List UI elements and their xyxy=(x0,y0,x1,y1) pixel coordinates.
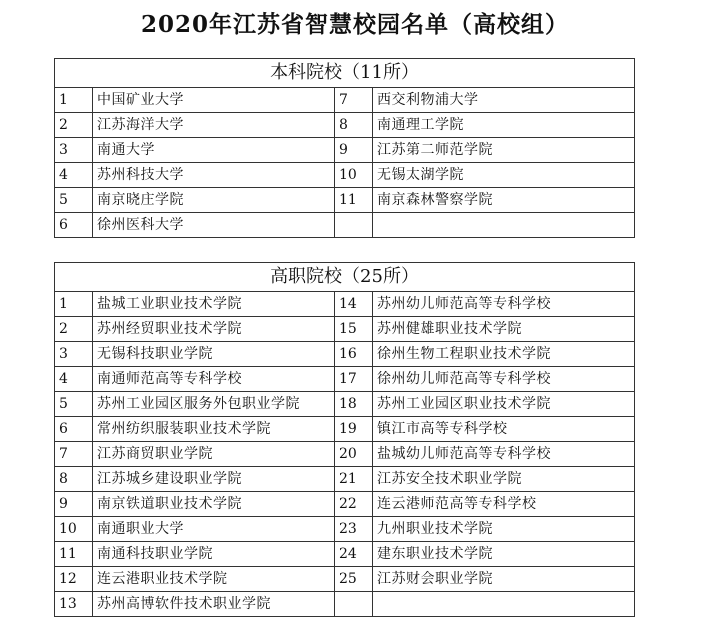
table-row xyxy=(55,567,635,592)
vocational-rows xyxy=(55,292,635,617)
row-number: 11 xyxy=(55,542,93,567)
school-name: 江苏海洋大学 xyxy=(93,113,335,138)
school-name: 中国矿业大学 xyxy=(93,88,335,113)
school-name: 盐城幼儿师范高等专科学校 xyxy=(373,442,635,467)
vocational-header: 高职院校（25所） xyxy=(55,263,635,292)
table-row xyxy=(55,442,635,467)
school-name: 南京森林警察学院 xyxy=(373,188,635,213)
school-name xyxy=(373,213,635,238)
row-number: 20 xyxy=(335,442,373,467)
row-number: 5 xyxy=(55,392,93,417)
school-name xyxy=(373,592,635,617)
row-number: 10 xyxy=(335,163,373,188)
row-number: 8 xyxy=(55,467,93,492)
school-name: 苏州科技大学 xyxy=(93,163,335,188)
row-number: 11 xyxy=(335,188,373,213)
school-name: 南通科技职业学院 xyxy=(93,542,335,567)
school-name: 南通理工学院 xyxy=(373,113,635,138)
undergrad-header: 本科院校（11所） xyxy=(55,59,635,88)
table-row xyxy=(55,88,635,113)
school-name: 连云港职业技术学院 xyxy=(93,567,335,592)
school-name: 江苏商贸职业学院 xyxy=(93,442,335,467)
row-number: 4 xyxy=(55,163,93,188)
school-name: 苏州经贸职业技术学院 xyxy=(93,317,335,342)
school-name: 江苏安全技术职业学院 xyxy=(373,467,635,492)
school-name: 苏州幼儿师范高等专科学校 xyxy=(373,292,635,317)
school-name: 苏州工业园区职业技术学院 xyxy=(373,392,635,417)
row-number: 3 xyxy=(55,342,93,367)
table-row xyxy=(55,542,635,567)
school-name: 无锡科技职业学院 xyxy=(93,342,335,367)
table-row xyxy=(55,492,635,517)
school-name: 江苏第二师范学院 xyxy=(373,138,635,163)
school-name: 江苏财会职业学院 xyxy=(373,567,635,592)
table-row xyxy=(55,592,635,617)
school-name: 南通职业大学 xyxy=(93,517,335,542)
school-name: 盐城工业职业技术学院 xyxy=(93,292,335,317)
school-name: 南京铁道职业技术学院 xyxy=(93,492,335,517)
table-row xyxy=(55,342,635,367)
school-name: 苏州健雄职业技术学院 xyxy=(373,317,635,342)
school-name: 徐州幼儿师范高等专科学校 xyxy=(373,367,635,392)
row-number: 21 xyxy=(335,467,373,492)
row-number: 24 xyxy=(335,542,373,567)
undergrad-table xyxy=(54,58,635,238)
school-name: 徐州生物工程职业技术学院 xyxy=(373,342,635,367)
row-number: 16 xyxy=(335,342,373,367)
table-row xyxy=(55,213,635,238)
school-name: 徐州医科大学 xyxy=(93,213,335,238)
row-number: 9 xyxy=(335,138,373,163)
row-number: 23 xyxy=(335,517,373,542)
row-number: 12 xyxy=(55,567,93,592)
school-name: 苏州高博软件技术职业学院 xyxy=(93,592,335,617)
table-row xyxy=(55,138,635,163)
row-number: 8 xyxy=(335,113,373,138)
row-number: 7 xyxy=(335,88,373,113)
school-name: 南京晓庄学院 xyxy=(93,188,335,213)
row-number xyxy=(335,213,373,238)
table-row xyxy=(55,292,635,317)
row-number: 1 xyxy=(55,292,93,317)
row-number: 10 xyxy=(55,517,93,542)
row-number: 2 xyxy=(55,317,93,342)
school-name: 建东职业技术学院 xyxy=(373,542,635,567)
row-number: 13 xyxy=(55,592,93,617)
table-row xyxy=(55,367,635,392)
undergrad-rows xyxy=(55,88,635,238)
row-number: 19 xyxy=(335,417,373,442)
row-number: 3 xyxy=(55,138,93,163)
page-title: 2020年江苏省智慧校园名单（高校组） xyxy=(140,11,569,38)
row-number: 9 xyxy=(55,492,93,517)
row-number: 18 xyxy=(335,392,373,417)
table-row xyxy=(55,467,635,492)
school-name: 九州职业技术学院 xyxy=(373,517,635,542)
vocational-table xyxy=(54,262,635,617)
school-name: 西交利物浦大学 xyxy=(373,88,635,113)
table-row xyxy=(55,163,635,188)
row-number: 1 xyxy=(55,88,93,113)
school-name: 江苏城乡建设职业学院 xyxy=(93,467,335,492)
table-row xyxy=(55,417,635,442)
row-number: 14 xyxy=(335,292,373,317)
school-name: 无锡太湖学院 xyxy=(373,163,635,188)
school-name: 镇江市高等专科学校 xyxy=(373,417,635,442)
row-number: 6 xyxy=(55,213,93,238)
row-number: 2 xyxy=(55,113,93,138)
school-name: 连云港师范高等专科学校 xyxy=(373,492,635,517)
school-name: 南通师范高等专科学校 xyxy=(93,367,335,392)
table-row xyxy=(55,113,635,138)
school-name: 南通大学 xyxy=(93,138,335,163)
row-number: 4 xyxy=(55,367,93,392)
table-row xyxy=(55,317,635,342)
row-number: 6 xyxy=(55,417,93,442)
table-row xyxy=(55,392,635,417)
school-name: 常州纺织服装职业技术学院 xyxy=(93,417,335,442)
table-row xyxy=(55,517,635,542)
row-number: 15 xyxy=(335,317,373,342)
row-number xyxy=(335,592,373,617)
row-number: 17 xyxy=(335,367,373,392)
row-number: 22 xyxy=(335,492,373,517)
row-number: 7 xyxy=(55,442,93,467)
row-number: 25 xyxy=(335,567,373,592)
table-row xyxy=(55,188,635,213)
school-name: 苏州工业园区服务外包职业学院 xyxy=(93,392,335,417)
row-number: 5 xyxy=(55,188,93,213)
